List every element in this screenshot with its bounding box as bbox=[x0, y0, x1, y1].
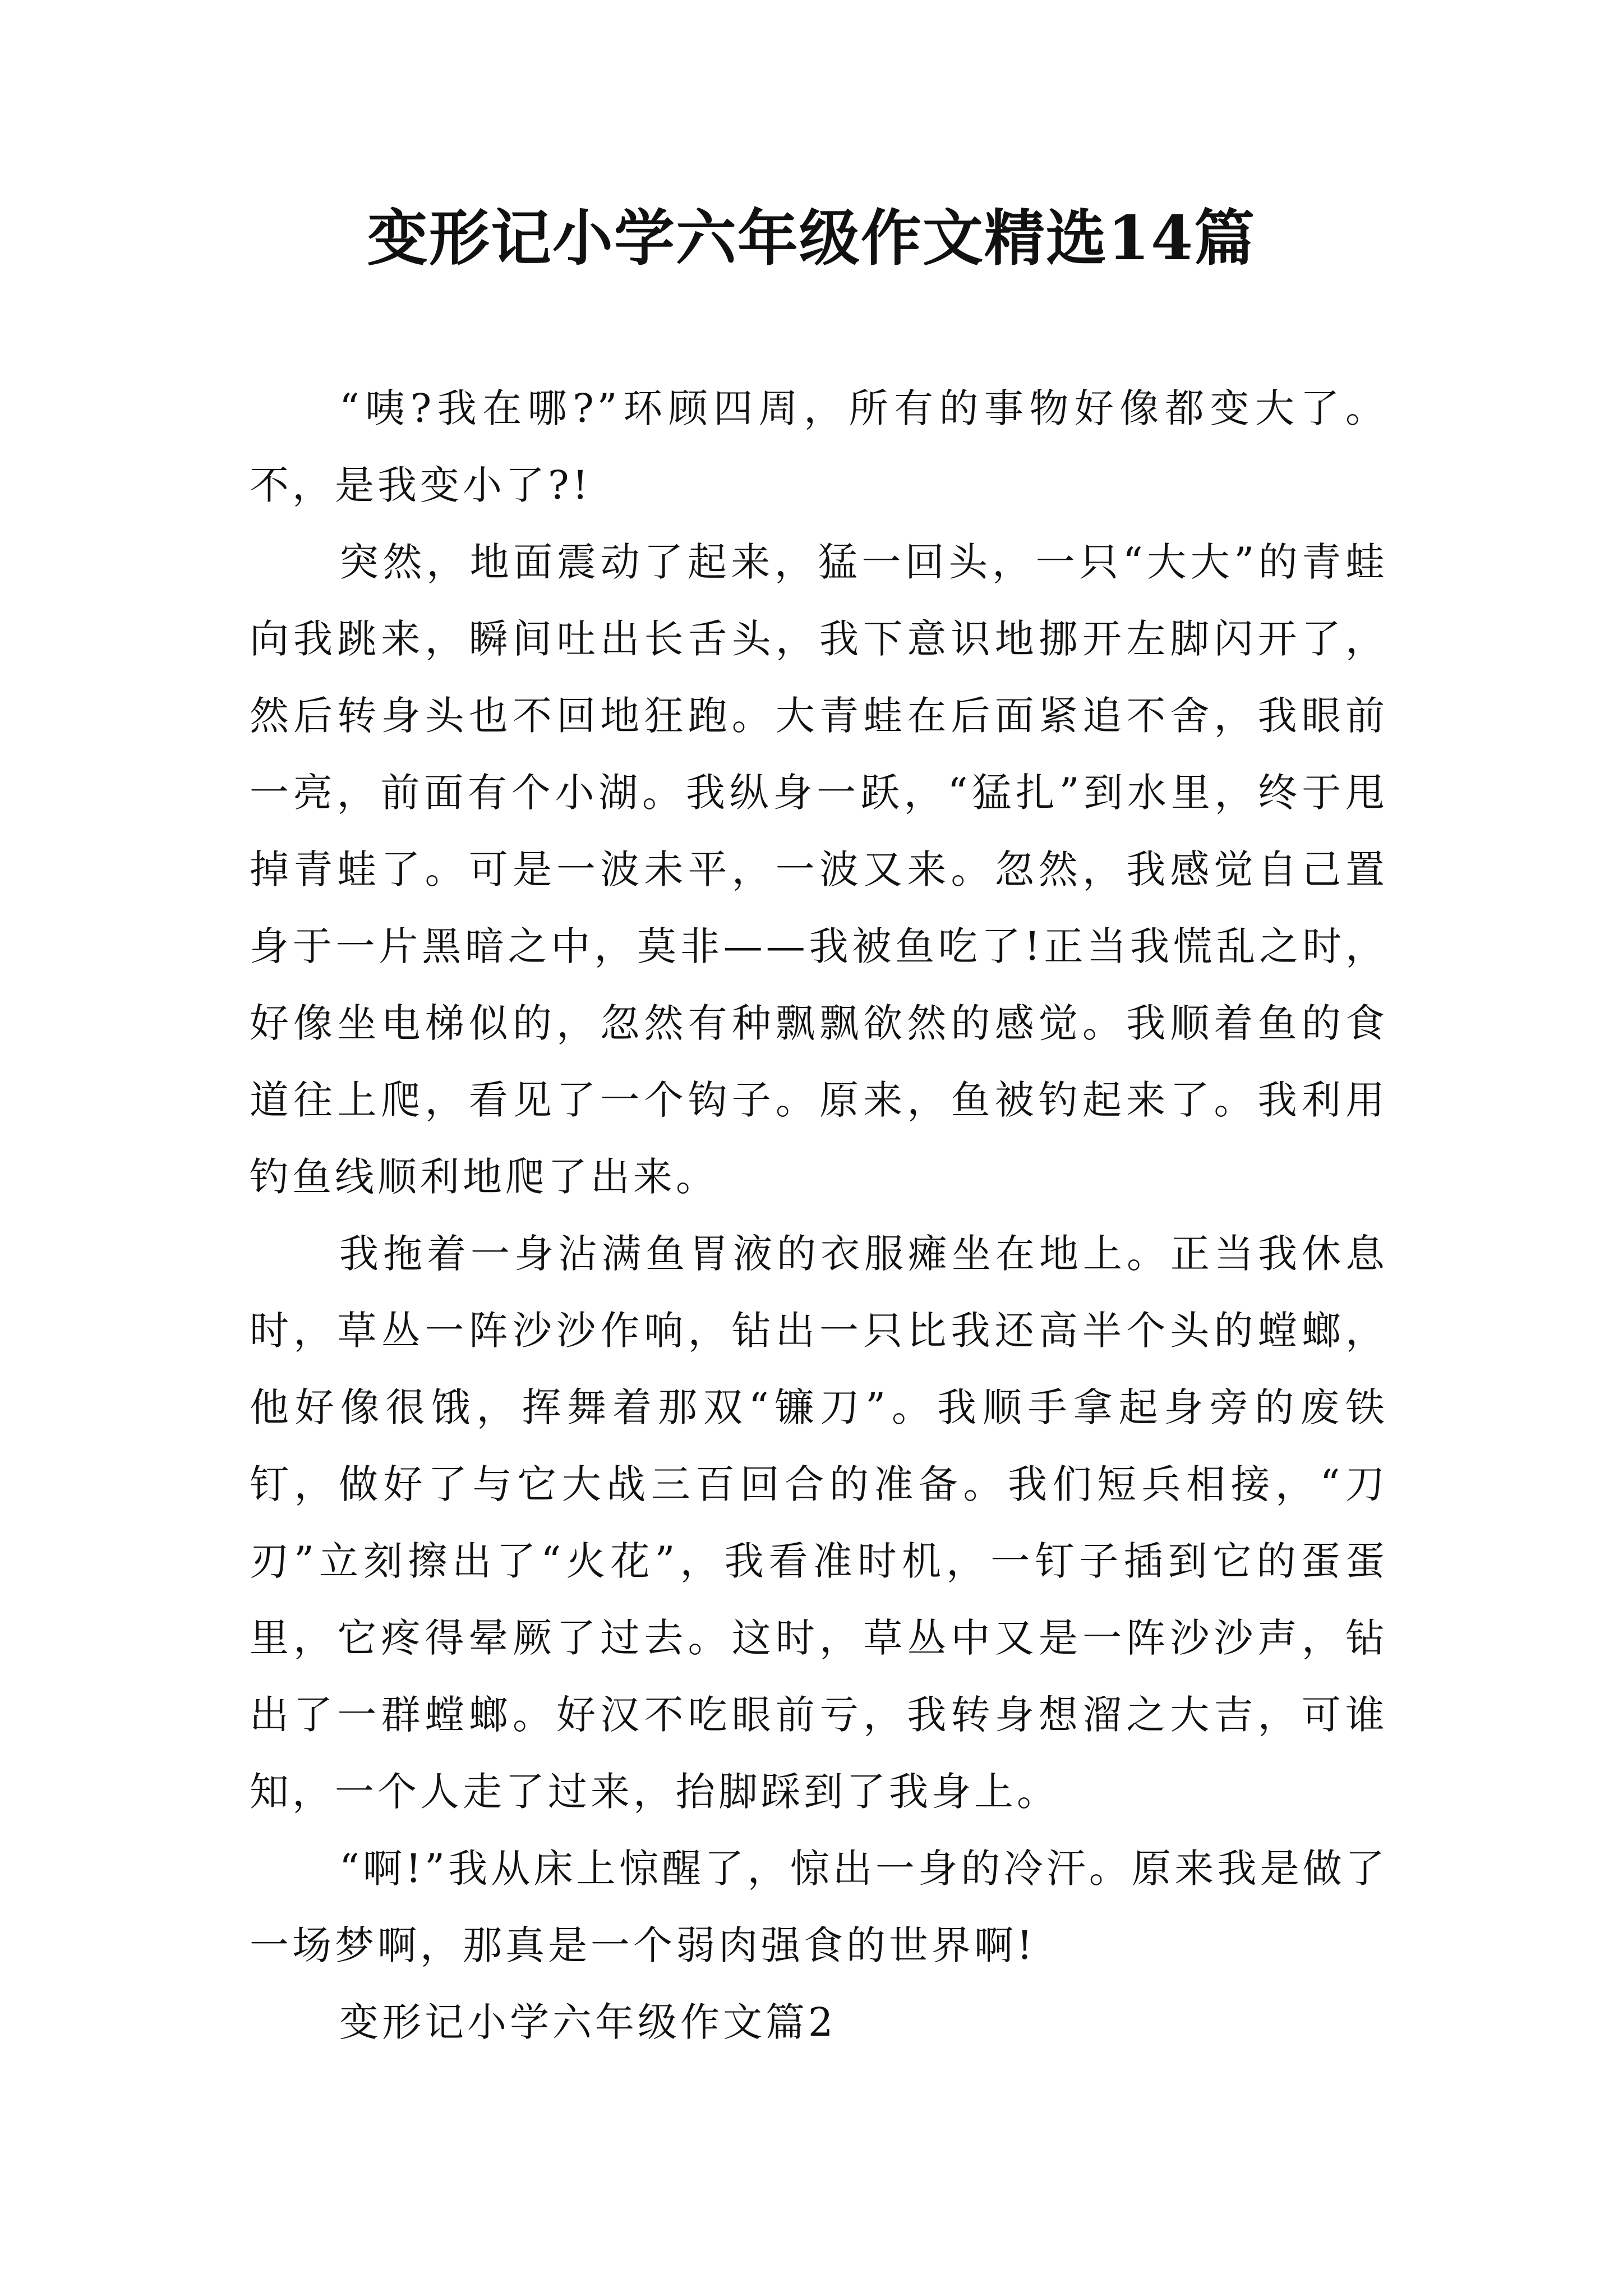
section-heading: 变形记小学六年级作文篇2 bbox=[339, 1999, 837, 2045]
paragraph-1: “咦?我在哪?”环顾四周，所有的事物好像都变大了。不，是我变小了?! bbox=[250, 385, 1388, 508]
paragraph-3: 我拖着一身沾满鱼胃液的衣服瘫坐在地上。正当我休息时，草丛一阵沙沙作响，钻出一只比我还高半个头的螳螂，他好像很饿，挥舞着那双“镰刀”。我顺手拿起身旁的废铁钉，做好了与它大战三百回合的准备。我们短兵相接，“刀刃”立刻擦出了“火花”，我看准时机，一钉子插到它的蛋蛋里，它疼得晕厥了过去。这时，草丛中又是一阵沙沙声，钻出了一群螳螂。好汉不吃眼前亏，我转身想溜之大吉，可谁知，一个人走了过来，抬脚踩到了我身上。 bbox=[250, 1231, 1388, 1815]
document-body bbox=[250, 370, 1388, 2061]
paragraph-2: 突然，地面震动了起来，猛一回头，一只“大大”的青蛙向我跳来，瞬间吐出长舌头，我下意识地挪开左脚闪开了，然后转身头也不回地狂跑。大青蛙在后面紧追不舍，我眼前一亮，前面有个小湖。我纵身一跃，“猛扎”到水里，终于甩掉青蛙了。可是一波未平，一波又来。忽然，我感觉自己置身于一片黑暗之中，莫非——我被鱼吃了!正当我慌乱之时，好像坐电梯似的，忽然有种飘飘欲然的感觉。我顺着鱼的食道往上爬，看见了一个钩子。原来，鱼被钓起来了。我利用钓鱼线顺利地爬了出来。 bbox=[250, 539, 1388, 1200]
paragraph-4: “啊!”我从床上惊醒了，惊出一身的冷汗。原来我是做了一场梦啊，那真是一个弱肉强食的世界啊! bbox=[250, 1846, 1388, 1968]
document-title: 变形记小学六年级作文精选14篇 bbox=[367, 203, 1256, 274]
